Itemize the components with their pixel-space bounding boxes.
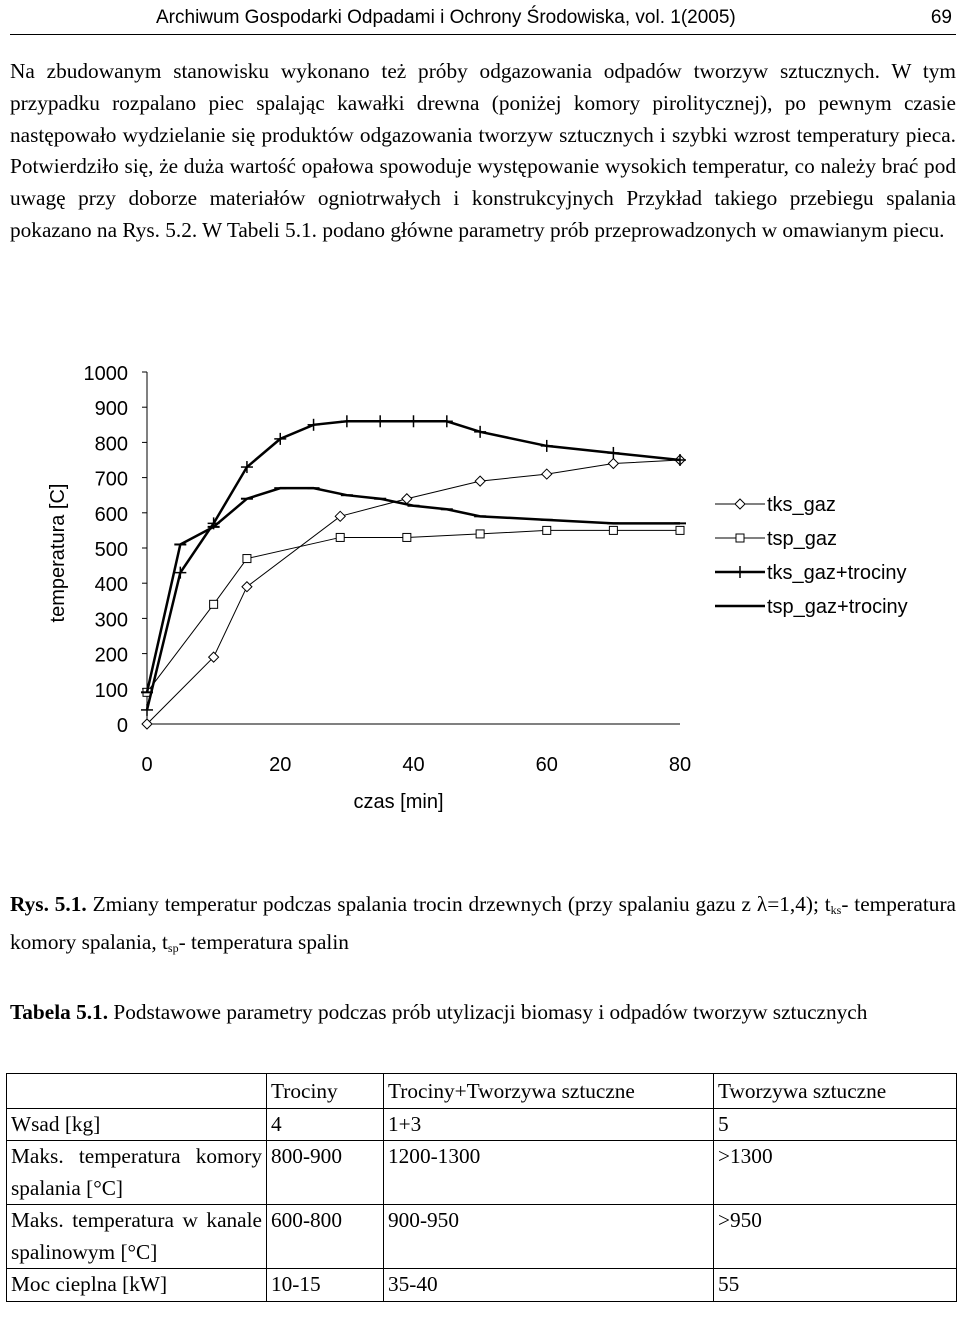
table-row (7, 1141, 957, 1205)
legend-label: tsp_gaz+trociny (767, 596, 908, 618)
table-cell: 600-800 (267, 1205, 384, 1269)
table-title (10, 996, 956, 1028)
table-cell: >950 (714, 1205, 957, 1269)
table-cell: 55 (714, 1269, 957, 1302)
series-line (147, 421, 680, 710)
parameters-table (6, 1073, 957, 1302)
series-tsp-gaz-trociny (141, 488, 686, 692)
caption-text-1: Zmiany temperatur podczas spalania trocin drzewnych (przy spalaniu gazu z λ=1,4); t (86, 892, 831, 916)
x-tick-label: 40 (402, 754, 425, 776)
y-tick-label: 400 (94, 574, 128, 597)
diamond-marker (335, 511, 345, 521)
series-line (147, 530, 680, 692)
y-tick-label: 800 (94, 433, 128, 456)
diamond-marker (242, 582, 252, 592)
y-tick-label: 0 (116, 715, 128, 737)
diamond-marker (608, 459, 618, 469)
table-cell: 1+3 (384, 1108, 714, 1141)
journal-title: Archiwum Gospodarki Odpadami i Ochrony Środowiska, vol. 1(2005) (156, 7, 736, 28)
table-row (7, 1108, 957, 1141)
series-line (147, 488, 680, 692)
figure-label: Rys. 5.1. (10, 892, 87, 916)
y-tick-label: 500 (94, 539, 128, 561)
square-marker (243, 555, 251, 563)
square-marker (336, 533, 344, 541)
diamond-marker (402, 494, 412, 504)
table-cell: Maks. temperatura komory spalania [°C] (7, 1141, 267, 1205)
chart-series (141, 415, 686, 729)
y-tick-label: 700 (94, 468, 128, 491)
y-tick-label: 200 (94, 644, 128, 667)
table-cell: Maks. temperatura w kanale spalinowym [°C] (7, 1205, 267, 1269)
square-marker (609, 526, 617, 534)
table-cell: 35-40 (384, 1269, 714, 1302)
y-axis-label: temperatura [C] (47, 483, 69, 623)
body-paragraph: Na zbudowanym stanowisku wykonano też próby odgazowania odpadów tworzyw sztucznych. W tym przypadku rozpalano piec spalając kawałki drewna (poniżej komory pirolitycznej), po pewnym czasie następowało wydzielanie się produktów odgazowania tworzyw sztucznych i szybki wzrost temperatury pieca. Potwierdziło się, że duża wartość opałowa spowoduje występowanie wysokich temperatur, co należy brać pod uwagę przy doborze materiałów ogniotrwałych i konstrukcyjnych Przykład takiego przebiegu spalania pokazano na Rys. 5.2. W Tabeli 5.1. podano główne parametry prób przeprowadzonych w omawianym piecu. (10, 59, 956, 242)
series-tks-gaz (142, 455, 685, 729)
y-tick-label: 900 (94, 398, 128, 421)
square-marker (476, 530, 484, 538)
square-marker (210, 600, 218, 608)
legend-entry (715, 596, 908, 618)
table-cell: 900-950 (384, 1205, 714, 1269)
table-label: Tabela 5.1. (10, 1000, 109, 1024)
caption-sub-sp: sp (167, 941, 179, 955)
series-tks-gaz-trociny (141, 415, 686, 716)
chart-legend (715, 494, 908, 618)
page-header (10, 4, 956, 35)
caption-sub-ks: ks (830, 903, 842, 917)
table-cell: >1300 (714, 1141, 957, 1205)
y-tick-label: 100 (94, 679, 128, 702)
table-header-cell: Trociny (267, 1074, 384, 1109)
table-cell: 10-15 (267, 1269, 384, 1302)
y-tick-label: 300 (94, 609, 128, 632)
table-header-cell: Trociny+Tworzywa sztuczne (384, 1074, 714, 1109)
table-cell: Wsad [kg] (7, 1108, 267, 1141)
square-marker (543, 526, 551, 534)
y-tick-label: 600 (94, 503, 128, 526)
x-axis-label: czas [min] (353, 791, 444, 813)
table-cell: Moc cieplna [kW] (7, 1269, 267, 1302)
series-tsp-gaz (143, 526, 684, 696)
table-row (7, 1269, 957, 1302)
diamond-marker (542, 469, 552, 479)
square-marker (736, 534, 744, 542)
table-cell: 4 (267, 1108, 384, 1141)
legend-label: tks_gaz (767, 494, 836, 516)
table-header-cell (7, 1074, 267, 1109)
diamond-marker (735, 499, 745, 509)
caption-text-3: - temperatura spalin (178, 930, 349, 954)
legend-label: tsp_gaz (767, 528, 838, 550)
square-marker (676, 526, 684, 534)
legend-entry (715, 562, 907, 584)
figure-caption (10, 888, 956, 964)
table-header-row (7, 1074, 957, 1109)
diamond-marker (475, 476, 485, 486)
table-row (7, 1205, 957, 1269)
y-tick-label: 1000 (83, 363, 128, 385)
chart-axes (47, 363, 691, 813)
x-tick-label: 0 (141, 754, 153, 776)
x-tick-label: 80 (668, 754, 692, 776)
legend-entry (715, 528, 837, 550)
table-cell: 1200-1300 (384, 1141, 714, 1205)
page-number: 69 (930, 7, 952, 28)
x-tick-label: 60 (535, 754, 558, 776)
square-marker (403, 533, 411, 541)
table-cell: 5 (714, 1108, 957, 1141)
x-tick-label: 20 (269, 754, 292, 776)
legend-entry (715, 494, 836, 516)
table-title-text: Podstawowe parametry podczas prób utylizacji biomasy i odpadów tworzyw sztucznych (108, 1000, 868, 1024)
legend-label: tks_gaz+trociny (767, 562, 907, 584)
temperature-chart (0, 340, 960, 830)
table-cell: 800-900 (267, 1141, 384, 1205)
table-header-cell: Tworzywa sztuczne (714, 1074, 957, 1109)
caption-text-2: - temperatura komory spalania, t (10, 892, 956, 954)
